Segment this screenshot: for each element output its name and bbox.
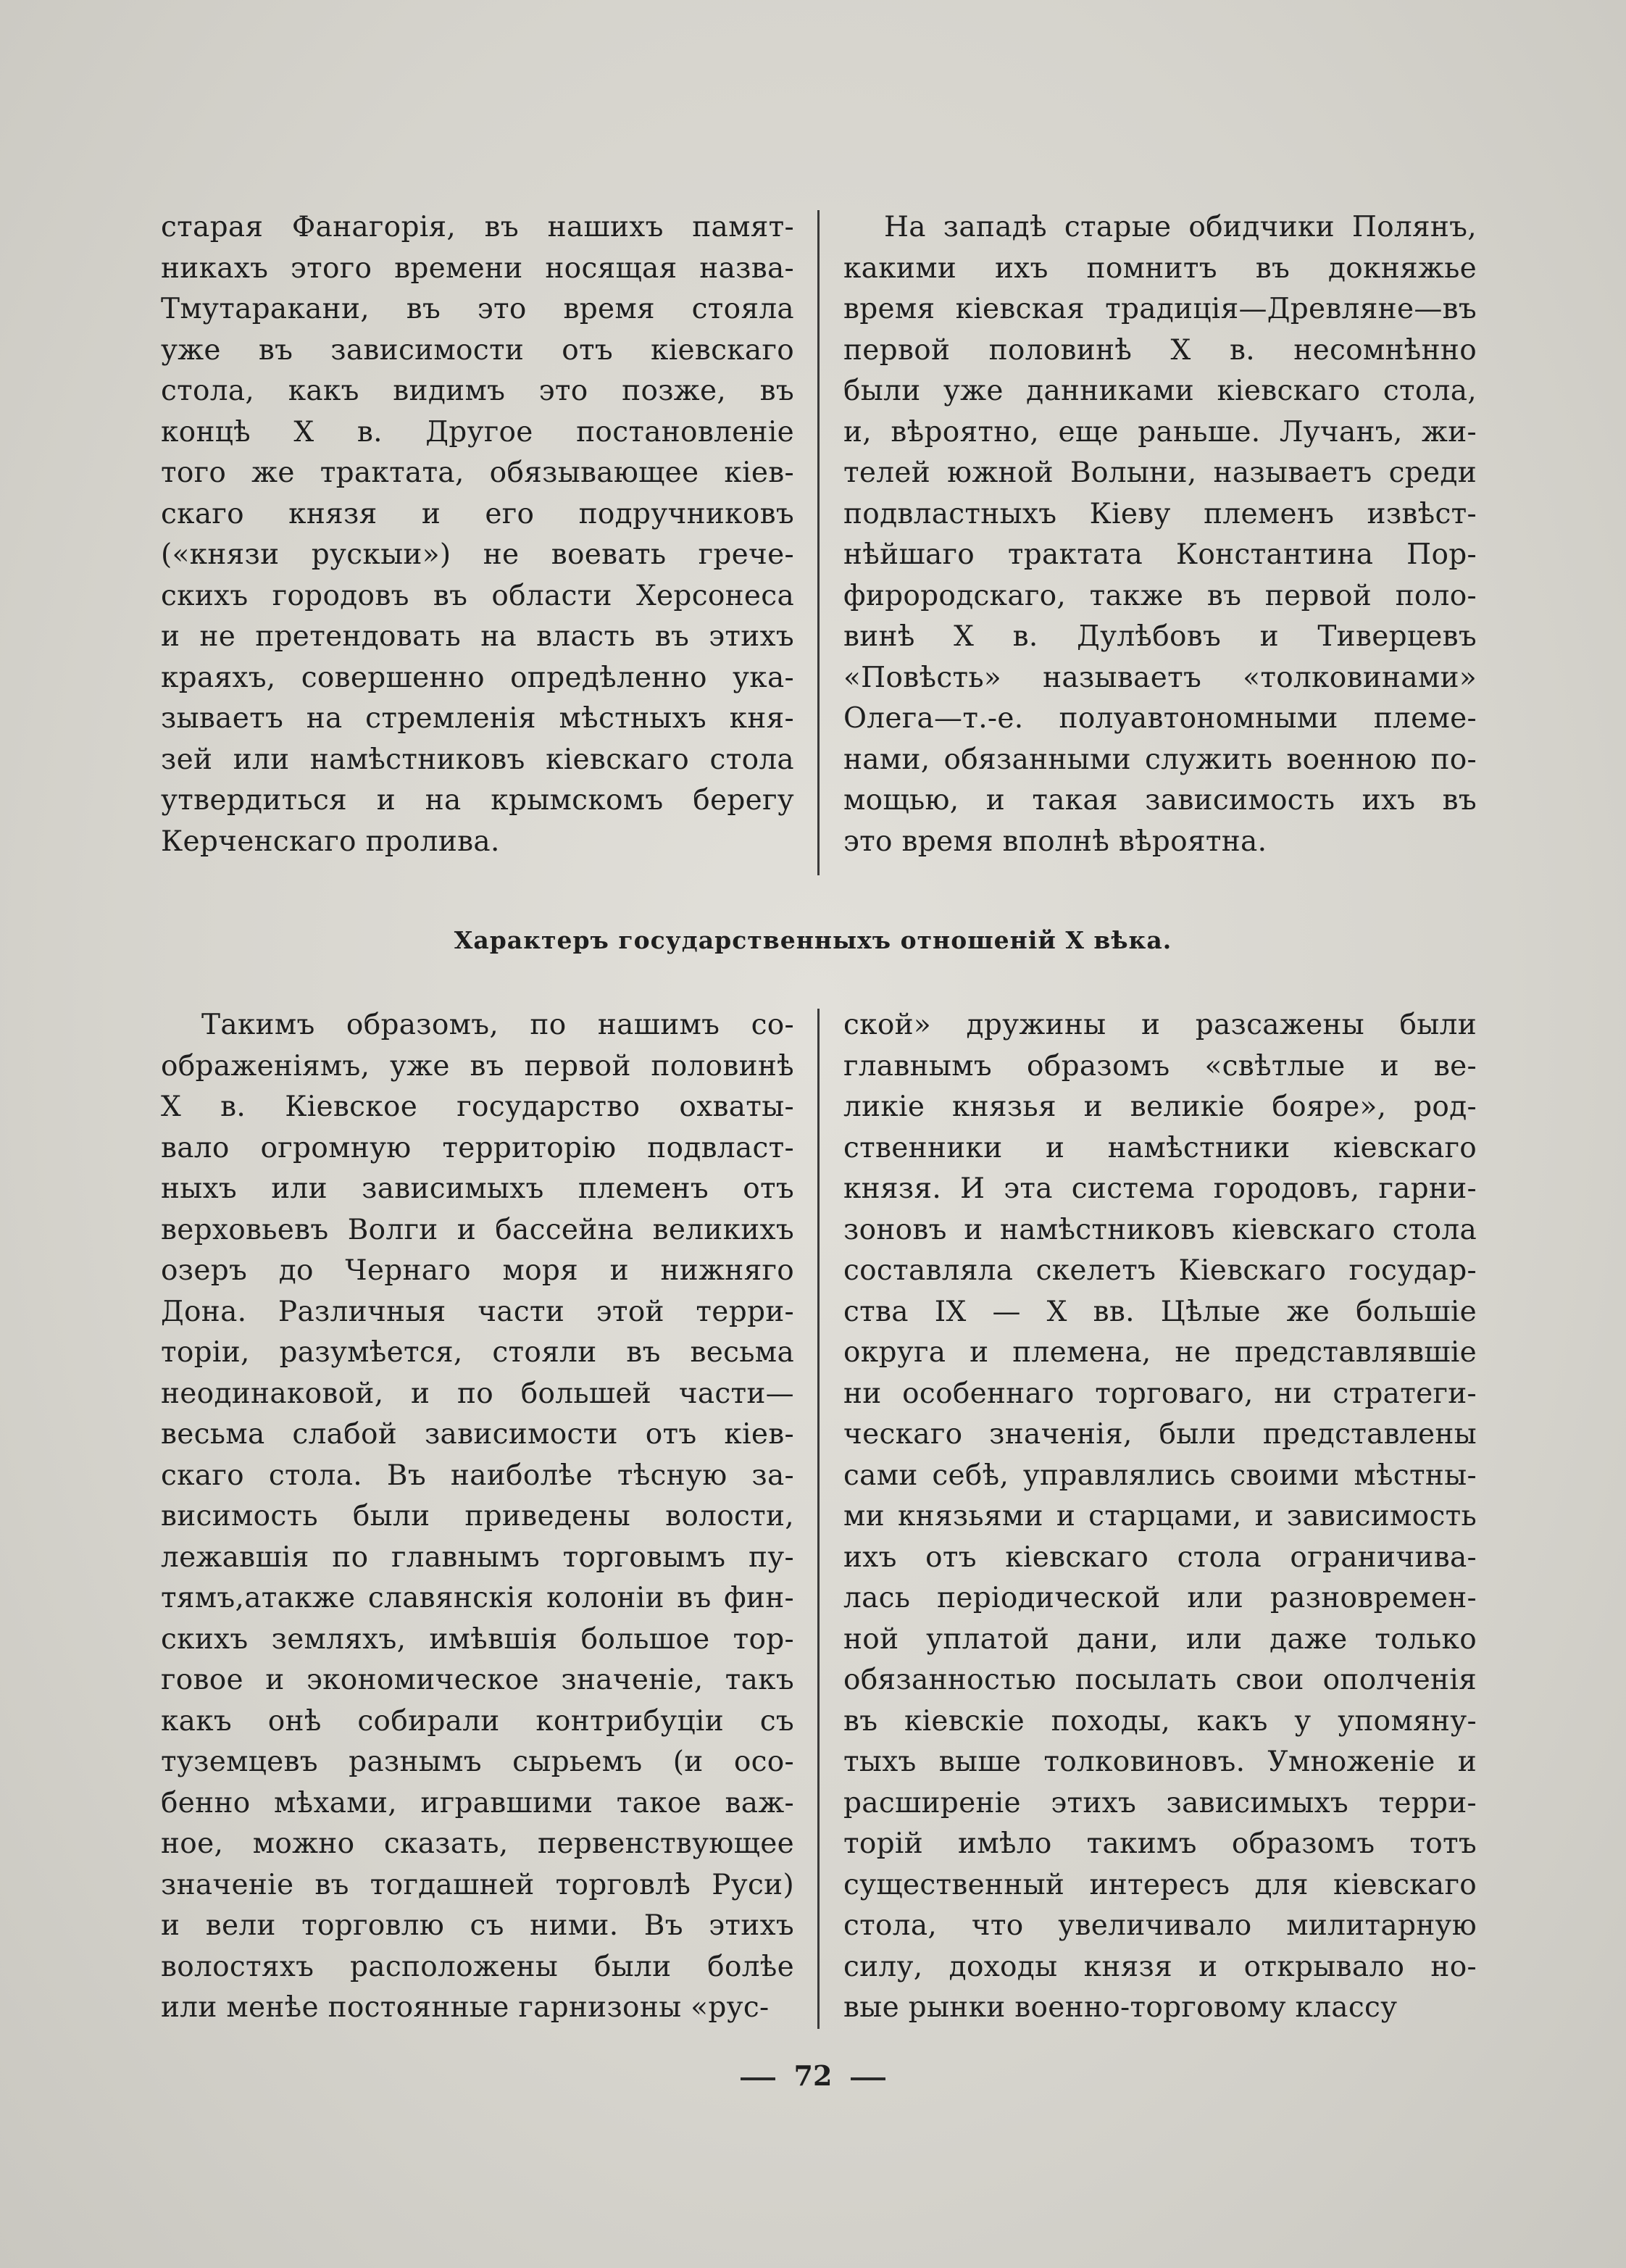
page-number-value: 72 <box>793 2059 833 2092</box>
text-line: уже въ зависимости отъ кіевскаго <box>161 333 794 367</box>
text-line: На западѣ старые обидчики Полянъ, <box>884 211 1477 243</box>
text-line: туземцевъ разнымъ сырьемъ (и осо- <box>161 1746 794 1778</box>
text-line: нѣйшаго трактата Константина Пор- <box>843 538 1477 571</box>
text-line: старая Фанагорія, въ нашихъ памят- <box>161 211 794 243</box>
text-line: и вели торговлю съ ними. Въ этихъ <box>161 1909 794 1942</box>
text-line: стола, какъ видимъ это позже, въ <box>161 375 794 407</box>
bottom-column-rule <box>817 1009 820 2029</box>
text-line: сами себѣ, управлялись своими мѣстны- <box>843 1459 1477 1492</box>
text-line: обязанностью посылать свои ополченія <box>843 1664 1477 1696</box>
text-line: зываетъ на стремленія мѣстныхъ кня- <box>161 702 794 735</box>
text-line: Керченскаго пролива. <box>161 825 500 858</box>
text-line: вало огромную территорію подвласт- <box>161 1131 794 1164</box>
text-line: ликіе князья и великіе бояре», род- <box>843 1091 1477 1123</box>
text-line: торіи, разумѣется, стояли въ весьма <box>161 1336 794 1369</box>
text-line: ской» дружины и разсажены были <box>843 1009 1477 1041</box>
text-line: ственники и намѣстники кіевскаго <box>843 1131 1477 1164</box>
text-line: лежавшія по главнымъ торговымъ пу- <box>161 1541 794 1574</box>
text-line: какими ихъ помнитъ въ докняжье <box>843 251 1477 285</box>
text-line: тыхъ выше толковиновъ. Умноженіе и <box>843 1746 1477 1778</box>
text-line: ныхъ или зависимыхъ племенъ отъ <box>161 1172 794 1205</box>
text-line: и, вѣроятно, еще раньше. Лучанъ, жи- <box>843 415 1477 449</box>
text-line: верховьевъ Волги и бассейна великихъ <box>161 1213 794 1246</box>
text-line: ства IX — X вв. Цѣлые же большіе <box>843 1295 1477 1328</box>
page-number-dash-right <box>851 2077 885 2080</box>
text-line: весьма слабой зависимости отъ кіев- <box>161 1418 794 1451</box>
page-number <box>0 2059 1626 2092</box>
text-line: расширеніе этихъ зависимыхъ терри- <box>843 1786 1477 1819</box>
top-right-column <box>843 207 1477 862</box>
text-line: говое и экономическое значеніе, такъ <box>161 1664 794 1696</box>
top-left-column <box>161 207 794 862</box>
text-line: никахъ этого времени носящая назва- <box>161 251 794 285</box>
text-line: лась періодической или разновремен- <box>843 1582 1477 1614</box>
text-line: телей южной Волыни, называетъ среди <box>843 456 1477 489</box>
text-line: волостяхъ расположены были болѣе <box>161 1950 794 1983</box>
text-line: ной уплатой дани, или даже только <box>843 1622 1477 1656</box>
text-line: ми князьями и старцами, и зависимость <box>843 1500 1477 1533</box>
text-line: какъ онѣ собирали контрибуціи съ <box>161 1704 794 1738</box>
text-line: округа и племена, не представлявшіе <box>843 1336 1477 1369</box>
text-line: вые рынки военно-торговому классу <box>843 1991 1398 2024</box>
text-line: фирородскаго, также въ первой поло- <box>843 579 1477 612</box>
text-line: неодинаковой, и по большей части— <box>161 1377 794 1410</box>
text-line: скаго князя и его подручниковъ <box>161 497 794 530</box>
text-line: висимость были приведены волости, <box>161 1500 794 1533</box>
text-line: скаго стола. Въ наиболѣе тѣсную за- <box>161 1459 794 1492</box>
text-line: составляла скелетъ Кіевскаго государ- <box>843 1254 1477 1287</box>
text-line: Тмутаракани, въ это время стояла <box>161 293 794 325</box>
text-line: первой половинѣ X в. несомнѣнно <box>843 333 1477 367</box>
text-line: утвердиться и на крымскомъ берегу <box>161 784 794 817</box>
text-line: это время вполнѣ вѣроятна. <box>843 825 1267 858</box>
text-line: стола, что увеличивало милитарную <box>843 1909 1477 1942</box>
page-number-dash-left <box>741 2077 775 2080</box>
text-line: мощью, и такая зависимость ихъ въ <box>843 784 1477 817</box>
text-line: «Повѣсть» называетъ «толковинами» <box>843 661 1477 694</box>
text-line: ное, можно сказать, первенствующее <box>161 1827 794 1860</box>
text-line: бенно мѣхами, игравшими такое важ- <box>161 1786 794 1819</box>
text-line: Такимъ образомъ, по нашимъ со- <box>201 1009 794 1041</box>
text-line: время кіевская традиція—Древляне—въ <box>843 293 1477 325</box>
text-line: краяхъ, совершенно опредѣленно ука- <box>161 661 794 694</box>
text-line: X в. Кіевское государство охваты- <box>161 1091 794 1123</box>
text-line: зей или намѣстниковъ кіевскаго стола <box>161 743 794 776</box>
text-line: того же трактата, обязывающее кіев- <box>161 456 794 489</box>
text-line: скихъ земляхъ, имѣвшія большое тор- <box>161 1622 794 1656</box>
bottom-left-column <box>161 1005 794 2029</box>
text-line: ихъ отъ кіевскаго стола ограничива- <box>843 1541 1477 1574</box>
text-line: главнымъ образомъ «свѣтлые и ве- <box>843 1049 1477 1083</box>
top-column-rule <box>817 210 820 875</box>
text-line: озеръ до Чернаго моря и нижняго <box>161 1254 794 1287</box>
text-line: и не претендовать на власть въ этихъ <box>161 620 794 653</box>
text-line: нами, обязанными служить военною по- <box>843 743 1477 776</box>
text-line: скихъ городовъ въ области Херсонеса <box>161 579 794 612</box>
text-line: въ кіевскіе походы, какъ у упомяну- <box>843 1704 1477 1738</box>
text-line: Дона. Различныя части этой терри- <box>161 1295 794 1328</box>
text-line: ображеніямъ, уже въ первой половинѣ <box>161 1049 794 1083</box>
text-line: торій имѣло такимъ образомъ тотъ <box>843 1827 1477 1860</box>
text-line: концѣ X в. Другое постановленіе <box>161 415 794 449</box>
text-line: силу, доходы князя и открывало но- <box>843 1950 1477 1983</box>
text-line: тямъ,атакже славянскія колоніи въ фин- <box>161 1582 794 1614</box>
text-line: ческаго значенія, были представлены <box>843 1418 1477 1451</box>
text-line: значеніе въ тогдашней торговлѣ Руси) <box>161 1868 794 1901</box>
bottom-right-column <box>843 1005 1477 2029</box>
text-line: существенный интересъ для кіевскаго <box>843 1868 1477 1901</box>
text-line: князя. И эта система городовъ, гарни- <box>843 1172 1477 1205</box>
text-line: зоновъ и намѣстниковъ кіевскаго стола <box>843 1213 1477 1246</box>
section-heading: Характеръ государственныхъ отношеній X вѣка. <box>454 926 1172 954</box>
text-line: подвластныхъ Кіеву племенъ извѣст- <box>843 497 1477 530</box>
text-line: Олега—т.-е. полуавтономными племе- <box>843 702 1477 735</box>
text-line: («князи рускыи») не воевать грече- <box>161 538 794 571</box>
text-line: были уже данниками кіевскаго стола, <box>843 375 1477 407</box>
text-line: винѣ X в. Дулѣбовъ и Тиверцевъ <box>843 620 1477 653</box>
text-line: или менѣе постоянные гарнизоны «рус- <box>161 1991 770 2024</box>
text-line: ни особеннаго торговаго, ни стратеги- <box>843 1377 1477 1410</box>
